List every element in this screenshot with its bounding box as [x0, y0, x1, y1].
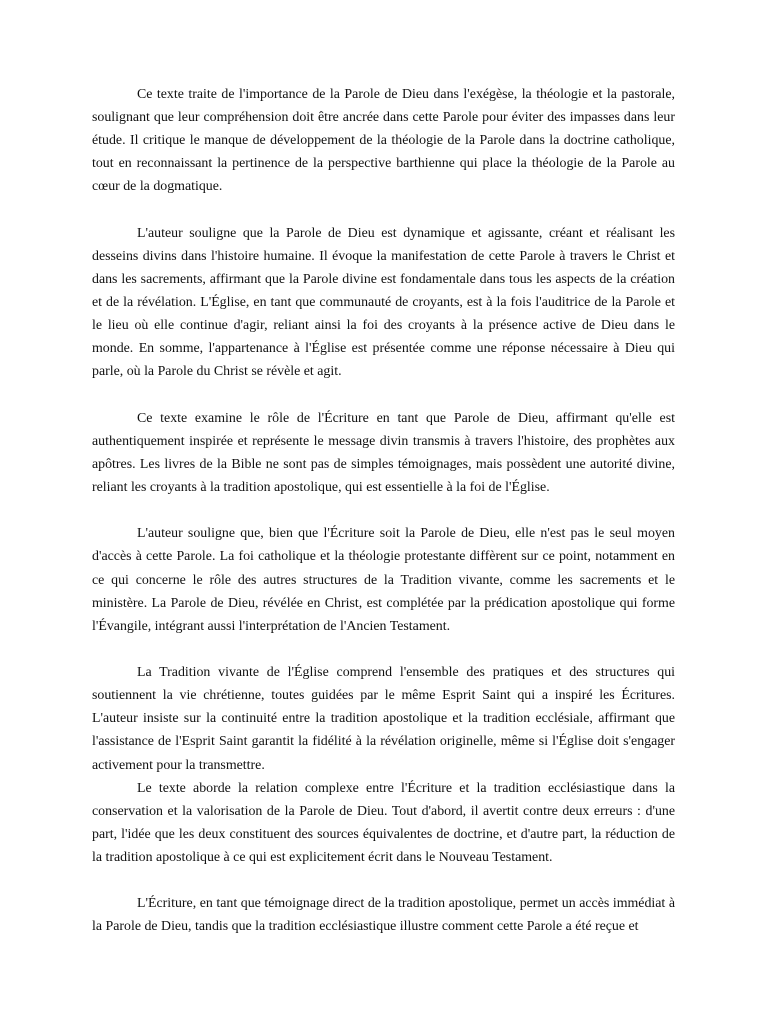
paragraph-5: La Tradition vivante de l'Église comprend l'ensemble des pratiques et des structures qui soutiennent la vie chrétienne, toutes guidées par le même Esprit Saint qui a inspiré les Écritures. L'auteur insiste sur la continuité entre la tradition apostolique et la tradition ecclésiale, affirmant que l'assistance de l'Esprit Saint garantit la fidélité à la révélation originelle, même si l'Église doit s'engager activement pour la transmettre. [92, 665, 675, 773]
document-body [92, 83, 675, 938]
paragraph-6: Le texte aborde la relation complexe entre l'Écriture et la tradition ecclésiastique dans la conservation et la valorisation de la Parole de Dieu. Tout d'abord, il avertit contre deux erreurs : d'une part, l'idée que les deux constituent des sources équivalentes de doctrine, et d'autre part, la réduction de la tradition apostolique à ce qui est explicitement écrit dans le Nouveau Testament. [92, 780, 675, 865]
paragraph-3: Ce texte examine le rôle de l'Écriture en tant que Parole de Dieu, affirmant qu'elle est authentiquement inspirée et représente le message divin transmis à travers l'histoire, des prophètes aux apôtres. Les livres de la Bible ne sont pas de simples témoignages, mais possèdent une autorité divine, reliant les croyants à la tradition apostolique, qui est essentielle à la foi de l'Église. [92, 410, 675, 495]
paragraph-1: Ce texte traite de l'importance de la Parole de Dieu dans l'exégèse, la théologie et la pastorale, soulignant que leur compréhension doit être ancrée dans cette Parole pour éviter des impasses dans leur étude. Il critique le manque de développement de la théologie de la Parole dans la doctrine catholique, tout en reconnaissant la pertinence de la perspective barthienne qui place la théologie de la Parole au cœur de la dogmatique. [92, 87, 675, 195]
paragraph-2: L'auteur souligne que la Parole de Dieu est dynamique et agissante, créant et réalisant les desseins divins dans l'histoire humaine. Il évoque la manifestation de cette Parole à travers le Christ et dans les sacrements, affirmant que la Parole divine est fondamentale dans tous les aspects de la création et de la révélation. L'Église, en tant que communauté de croyants, est à la fois l'auditrice de la Parole et le lieu où elle continue d'agir, reliant ainsi la foi des croyants à la présence active de Dieu dans le monde. En somme, l'appartenance à l'Église est présentée comme une réponse nécessaire à Dieu qui parle, où la Parole du Christ se révèle et agit. [92, 225, 675, 380]
paragraph-4: L'auteur souligne que, bien que l'Écriture soit la Parole de Dieu, elle n'est pas le seul moyen d'accès à cette Parole. La foi catholique et la théologie protestante diffèrent sur ce point, notamment en ce qui concerne le rôle des autres structures de la Tradition vivante, comme les sacrements et le ministère. La Parole de Dieu, révélée en Christ, est complétée par la prédication apostolique qui forme l'Évangile, intégrant aussi l'interprétation de l'Ancien Testament. [92, 526, 675, 634]
paragraph-7: L'Écriture, en tant que témoignage direct de la tradition apostolique, permet un accès immédiat à la Parole de Dieu, tandis que la tradition ecclésiastique illustre comment cette Parole a été reçue et [92, 896, 675, 935]
